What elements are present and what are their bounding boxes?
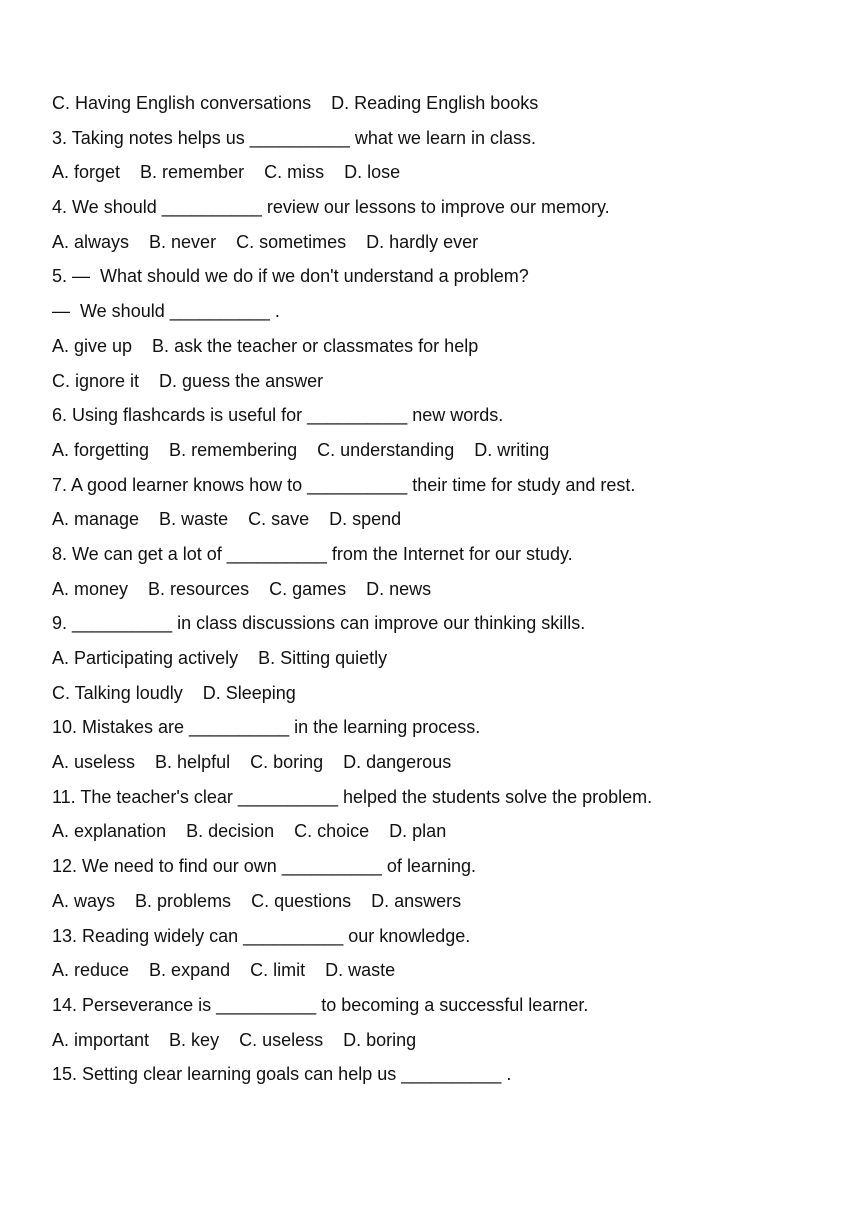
question-14: 14. Perseverance is __________ to becoming a successful learner. xyxy=(52,994,589,1015)
options-line: C. Talking loudly D. Sleeping xyxy=(52,682,296,703)
question-15: 15. Setting clear learning goals can help us __________ . xyxy=(52,1064,512,1085)
question-10: 10. Mistakes are __________ in the learning process. xyxy=(52,717,481,738)
options-line: A. reduce B. expand C. limit D. waste xyxy=(52,960,396,981)
question-12: 12. We need to find our own __________ of learning. xyxy=(52,856,476,877)
options-line: A. give up B. ask the teacher or classmates for help xyxy=(52,335,479,356)
options-line: C. ignore it D. guess the answer xyxy=(52,370,324,391)
question-9: 9. __________ in class discussions can improve our thinking skills. xyxy=(52,613,586,634)
question-7: 7. A good learner knows how to __________ their time for study and rest. xyxy=(52,474,636,495)
question-3: 3. Taking notes helps us __________ what we learn in class. xyxy=(52,127,536,148)
options-line: A. explanation B. decision C. choice D. plan xyxy=(52,821,447,842)
question-8: 8. We can get a lot of __________ from the Internet for our study. xyxy=(52,543,573,564)
question-4: 4. We should __________ review our lessons to improve our memory. xyxy=(52,197,610,218)
question-5-answer-line: — We should __________ . xyxy=(52,301,280,322)
question-5: 5. — What should we do if we don't understand a problem? xyxy=(52,266,529,287)
options-line: C. Having English conversations D. Reading English books xyxy=(52,93,539,113)
question-11: 11. The teacher's clear __________ helped the students solve the problem. xyxy=(52,786,653,807)
options-line: A. Participating actively B. Sitting quietly xyxy=(52,648,388,668)
worksheet-page xyxy=(52,86,832,1092)
options-line: A. useless B. helpful C. boring D. dangerous xyxy=(52,752,452,773)
options-line: A. money B. resources C. games D. news xyxy=(52,578,432,599)
options-line: A. manage B. waste C. save D. spend xyxy=(52,509,402,530)
options-line: A. forget B. remember C. miss D. lose xyxy=(52,162,401,183)
options-line: A. forgetting B. remembering C. understanding D. writing xyxy=(52,439,550,460)
question-6: 6. Using flashcards is useful for __________ new words. xyxy=(52,405,504,426)
options-line: A. always B. never C. sometimes D. hardly ever xyxy=(52,231,479,252)
options-line: A. ways B. problems C. questions D. answers xyxy=(52,890,462,911)
question-13: 13. Reading widely can __________ our knowledge. xyxy=(52,925,471,946)
options-line: A. important B. key C. useless D. boring xyxy=(52,1029,417,1050)
